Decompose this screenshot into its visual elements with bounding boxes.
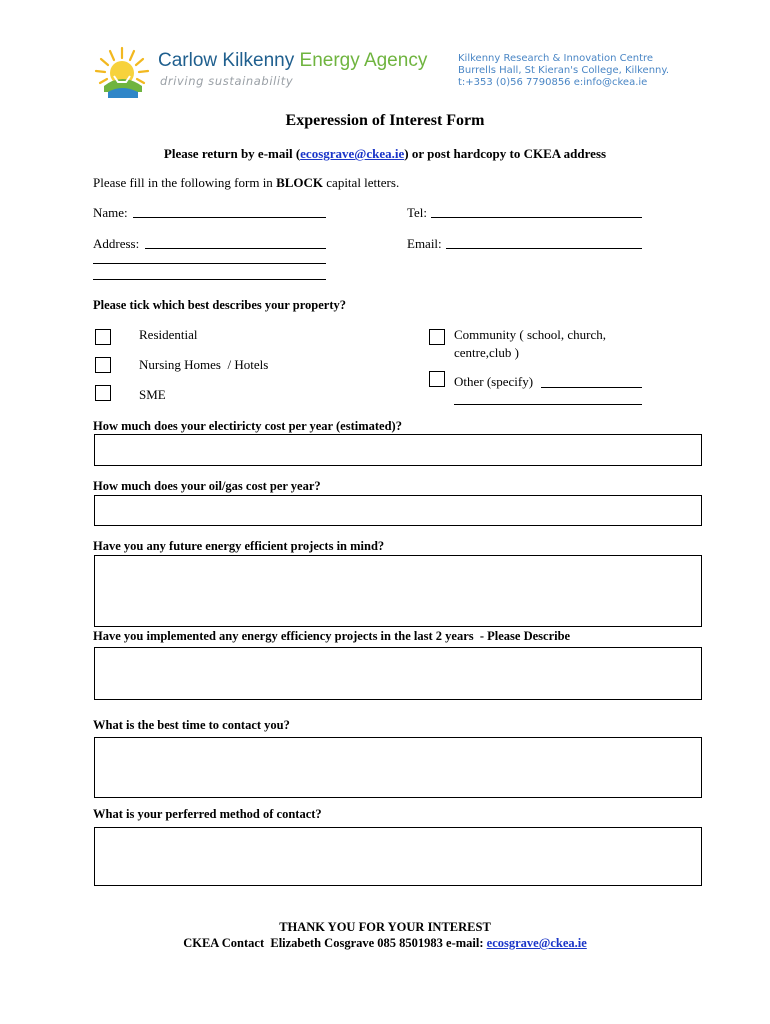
contact-method-answer-box[interactable] (94, 827, 702, 886)
return-prefix: Please return by e-mail ( (163, 146, 301, 161)
instruction-suffix: capital letters. (323, 175, 400, 190)
contact-line (0, 936, 770, 951)
sme-label: SME (139, 387, 166, 402)
property-question: Please tick which best describes your property? (93, 298, 346, 312)
return-email-link[interactable]: ecosgrave@ckea.ie (300, 146, 405, 161)
implemented-question: Have you implemented any energy efficiency projects in the last 2 years - Please Describe (93, 629, 571, 643)
sme-checkbox[interactable] (95, 385, 111, 401)
instruction-bold: BLOCK (276, 175, 324, 190)
brand-name-part2: Energy Agency (299, 50, 428, 71)
electricity-question: How much does your electiricty cost per year (estimated)? (93, 419, 402, 433)
contact-email-link[interactable]: ecosgrave@ckea.ie (486, 936, 587, 950)
fill-instructions (93, 175, 399, 191)
email-label: Email: (407, 236, 442, 251)
address-line-2: Burrells Hall, St Kieran's College, Kilkenny. (458, 65, 670, 76)
oilgas-question: How much does your oil/gas cost per year? (93, 479, 321, 493)
community-label-line-2: centre,club ) (454, 345, 519, 360)
return-suffix: ) or post hardcopy to CKEA address (404, 146, 607, 161)
address-field-line-1[interactable] (145, 248, 326, 249)
email-field[interactable] (446, 248, 642, 249)
address-field-line-3[interactable] (93, 279, 326, 280)
community-label-line-1: Community ( school, church, (454, 327, 607, 342)
other-label: Other (specify) (454, 374, 534, 389)
brand-name (158, 50, 427, 72)
contact-prefix: CKEA Contact Elizabeth Cosgrave 085 8501983 e-mail: (183, 936, 487, 950)
thank-you-text: THANK YOU FOR YOUR INTEREST (279, 920, 491, 934)
oilgas-answer-box[interactable] (94, 495, 702, 526)
best-time-answer-box[interactable] (94, 737, 702, 798)
name-field[interactable] (133, 217, 326, 218)
residential-label: Residential (139, 327, 198, 342)
nursing-homes-checkbox[interactable] (95, 357, 111, 373)
tagline: driving sustainability (160, 74, 294, 88)
form-title: Experession of Interest Form (285, 112, 485, 129)
address-line-1: Kilkenny Research & Innovation Centre (458, 53, 654, 64)
name-label: Name: (93, 205, 128, 220)
sun-logo-icon (92, 42, 156, 104)
contact-method-question: What is your perferred method of contact? (93, 807, 322, 821)
address-label: Address: (93, 236, 140, 251)
electricity-answer-box[interactable] (94, 434, 702, 466)
address-line-3: t:+353 (0)56 7790856 e:info@ckea.ie (458, 77, 648, 88)
future-projects-question: Have you any future energy efficient projects in mind? (93, 539, 385, 553)
other-specify-field-line-2[interactable] (454, 404, 642, 405)
tel-field[interactable] (431, 217, 642, 218)
instruction-prefix: Please fill in the following form in (93, 175, 277, 190)
other-specify-field-line-1[interactable] (541, 387, 642, 388)
nursing-homes-label: Nursing Homes / Hotels (139, 357, 269, 372)
return-instructions (0, 146, 770, 162)
future-projects-answer-box[interactable] (94, 555, 702, 627)
tel-label: Tel: (407, 205, 428, 220)
best-time-question: What is the best time to contact you? (93, 718, 290, 732)
other-checkbox[interactable] (429, 371, 445, 387)
brand-name-part1: Carlow Kilkenny (158, 50, 295, 71)
address-field-line-2[interactable] (93, 263, 326, 264)
community-checkbox[interactable] (429, 329, 445, 345)
implemented-answer-box[interactable] (94, 647, 702, 700)
residential-checkbox[interactable] (95, 329, 111, 345)
